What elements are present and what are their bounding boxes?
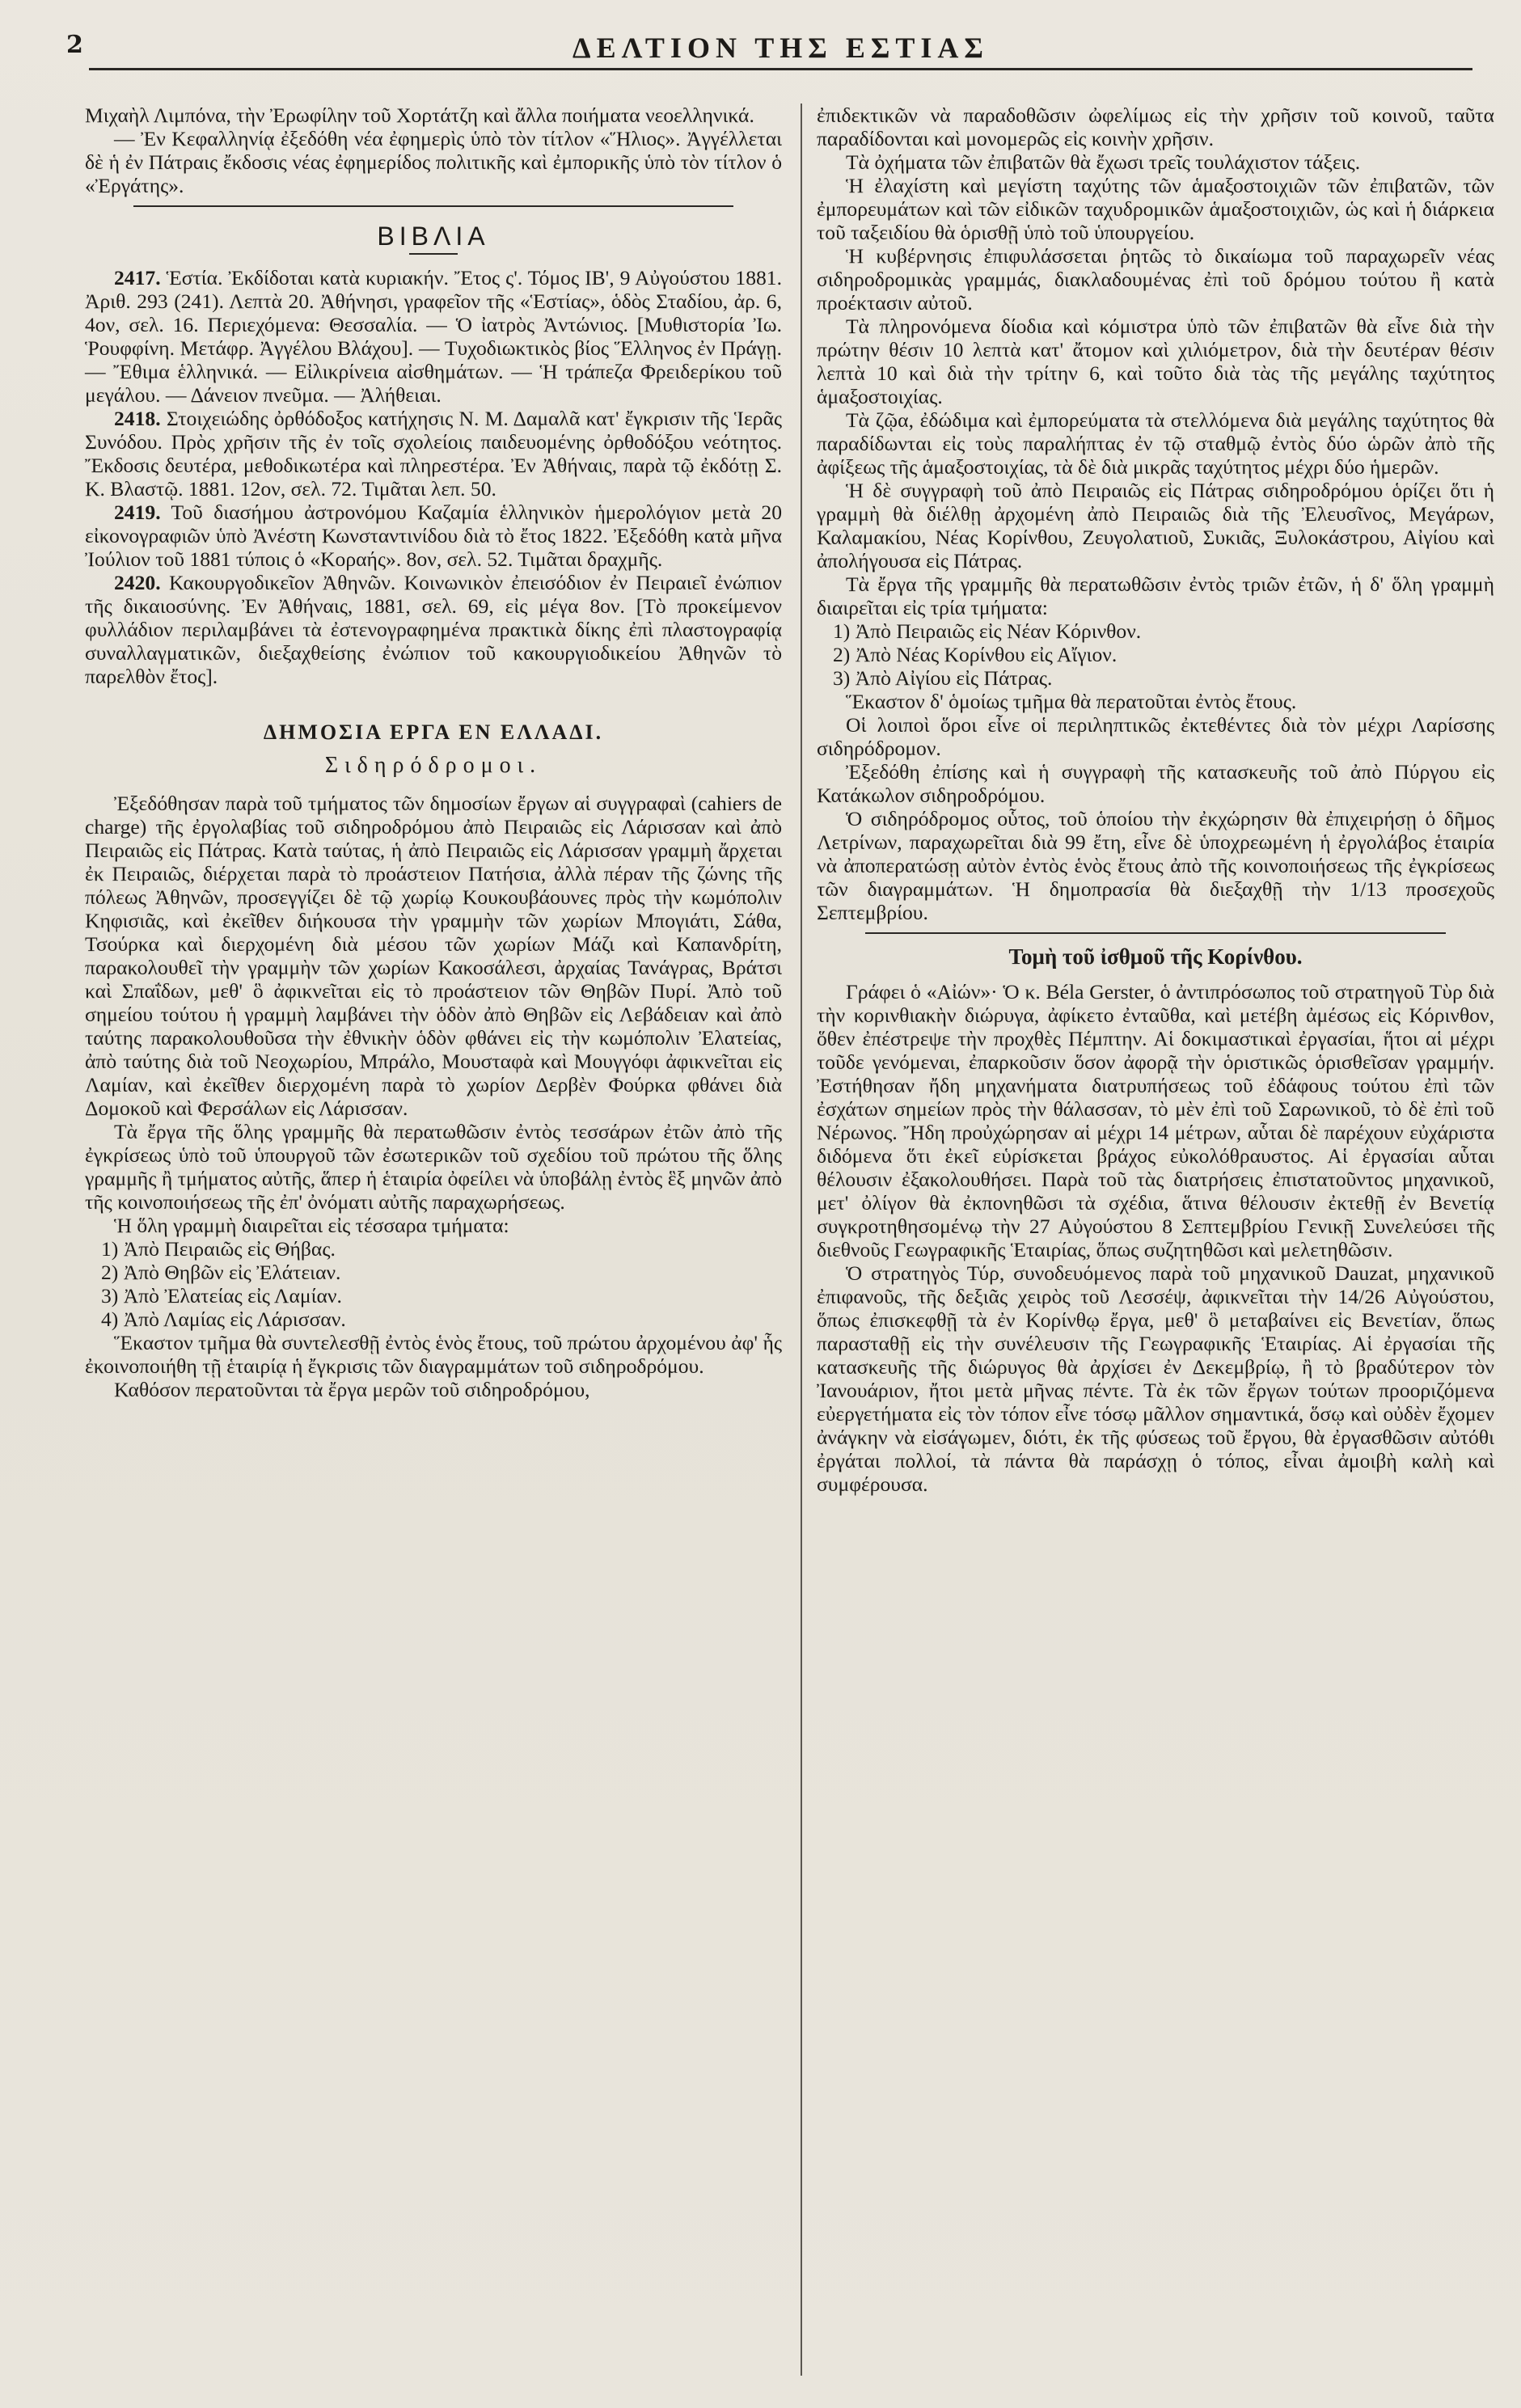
article-paragraph: Οἱ λοιποὶ ὅροι εἶνε οἱ περιληπτικῶς ἐκτεθέντες διὰ τὸν μέχρι Λαρίσσης σιδηρόδρομον. <box>817 713 1494 760</box>
article-paragraph: Τὰ ἔργα τῆς γραμμῆς θὰ περατωθῶσιν ἐντὸς τριῶν ἐτῶν, ἡ δ' ὅλη γραμμὴ διαιρεῖται εἰς τρία τμήματα: <box>817 572 1494 619</box>
column-divider <box>801 104 802 2376</box>
article-paragraph: Τὰ ζῷα, ἐδώδιμα καὶ ἐμπορεύματα τὰ στελλόμενα διὰ μεγάλης ταχύτητος θὰ παραδίδωνται εἰς τοὺς παραλήπτας ἐν τῷ σταθμῷ ἐντὸς δύο ὡρῶν ἀπὸ τῆς ἀφίξεως τῆς ἁμαξοστοιχίας, τὰ δὲ διὰ μικρᾶς ταχύτητος μέχρι δύο ἡμερῶν. <box>817 408 1494 479</box>
page-header <box>89 31 1472 70</box>
section-list-item: 1) Ἀπὸ Πειραιῶς εἰς Θήβας. <box>101 1237 336 1261</box>
section-list-item: 2) Ἀπὸ Θηβῶν εἰς Ἐλάτειαν. <box>101 1261 341 1284</box>
entry-number: 2418. <box>114 407 161 430</box>
books-section-title: ΒΙΒΛΙΑ <box>377 222 490 251</box>
section-list-item: 3) Ἀπὸ Αἰγίου εἰς Πάτρας. <box>833 666 1053 690</box>
entry-number: 2420. <box>114 571 161 594</box>
section-list-item: 2) Ἀπὸ Νέας Κορίνθου εἰς Αἴγιον. <box>833 643 1118 666</box>
entry-text: Τοῦ διασήμου ἀστρονόμου Καζαμία ἑλληνικὸν ἡμερολόγιον μετὰ 20 εἰκονογραφιῶν ὑπὸ Ἀνέστη Κωνσταντινίδου διὰ τὸ ἔτος 1822. Ἐξεδόθη κατὰ μῆνα Ἰούλιον τοῦ 1881 τύποις ὁ «Κοραής». 8ον, σελ. 52. Τιμᾶται δραχμῆς. <box>85 501 783 571</box>
article-paragraph: Τὰ ὀχήματα τῶν ἐπιβατῶν θὰ ἔχωσι τρεῖς τουλάχιστον τάξεις. <box>846 150 1361 174</box>
intro-paragraph: — Ἐν Κεφαλληνίᾳ ἐξεδόθη νέα ἐφημερὶς ὑπὸ τὸν τίτλον «Ἥλιος». Ἀγγέλλεται δὲ ἡ ἐν Πάτραις ἔκδοσις νέας ἐφημερίδος πολιτικῆς καὶ ἐμπορικῆς ὑπὸ τὸν τίτλον ὁ «Ἐργάτης». <box>85 127 782 197</box>
article-paragraph: Ἡ δὲ συγγραφὴ τοῦ ἀπὸ Πειραιῶς εἰς Πάτρας σιδηροδρόμου ὁρίζει ὅτι ἡ γραμμὴ θὰ διέλθῃ ἀρχομένη ἀπὸ Πειραιῶς διὰ τῆς Ἐλευσῖνος, Μεγάρων, Καλαμακίου, Νέας Κορίνθου, Ζευγολατιοῦ, Συκιᾶς, Ξυλοκάστρου, Αἰγίου καὶ ἀπολήγουσα εἰς Πάτρας. <box>817 479 1494 572</box>
right-column <box>817 104 1494 1496</box>
article-paragraph: Ἡ κυβέρνησις ἐπιφυλάσσεται ῥητῶς τὸ δικαίωμα τοῦ παραχωρεῖν νέας σιδηροδρομικὰς γραμμάς, διακλαδουμένας ἐπὶ τοῦ δρόμου τούτου ἢ κατὰ προέκτασιν αὐτοῦ. <box>817 244 1494 315</box>
article-paragraph: Τὰ πληρονόμενα δίοδια καὶ κόμιστρα ὑπὸ τῶν ἐπιβατῶν θὰ εἶνε διὰ τὴν πρώτην θέσιν 10 λεπτὰ κατ' ἄτομον καὶ χιλιόμετρον, διὰ τὴν δευτέραν θέσιν λεπτὰ 10 καὶ διὰ τὴν τρίτην 6, καὶ τοῦτο διὰ τὰς τῆς μεγάλης ταχύτητος ἁμαξοστοιχίας. <box>817 315 1494 408</box>
section-rule <box>865 932 1446 934</box>
article-paragraph: Τὰ ἔργα τῆς ὅλης γραμμῆς θὰ περατωθῶσιν ἐντὸς τεσσάρων ἐτῶν ἀπὸ τῆς ἐγκρίσεως ὑπὸ τοῦ ὑπουργοῦ τῶν ἐσωτερικῶν τοῦ σχεδίου τοῦ πρώτου τῆς ὅλης γραμμῆς ἢ τμήματος αὐτῆς, ἅπερ ἡ ἑταιρία ὀφείλει νὰ ὑποβάλῃ ἐντὸς ἓξ μηνῶν ἀπὸ τῆς κοινοποιήσεως τῆς ἐπ' ὀνόματι αὐτῆς παραχωρήσεως. <box>85 1120 782 1214</box>
corinth-article-title: Τομὴ τοῦ ἰσθμοῦ τῆς Κορίνθου. <box>1008 944 1303 969</box>
entry-text: Κακουργοδικεῖον Ἀθηνῶν. Κοινωνικὸν ἐπεισόδιον ἐν Πειραιεῖ ἐνώπιον τῆς δικαιοσύνης. Ἐν Ἀθήναις, 1881, σελ. 69, εἰς μέγα 8ον. [Τὸ προκείμενον φυλλάδιον περιλαμβάνει τὰ ἐστενογραφημένα πρακτικὰ δίκης ἐπὶ πλαστογραφίᾳ συναλλαγματικῶν, διεξαχθείσης ἐνώπιον τοῦ κακουργιοδικείου Ἀθηνῶν τὸ παρελθὸν ἔτος]. <box>85 571 783 688</box>
section-list-item: 1) Ἀπὸ Πειραιῶς εἰς Νέαν Κόρινθον. <box>833 619 1142 643</box>
left-column <box>85 104 782 1401</box>
running-title: ΔΕΛΤΙΟΝ ΤΗΣ ΕΣΤΙΑΣ <box>572 32 989 64</box>
book-entry <box>85 407 782 501</box>
section-list-item: 4) Ἀπὸ Λαμίας εἰς Λάρισσαν. <box>101 1308 346 1331</box>
article-paragraph: Ἕκαστον τμῆμα θὰ συντελεσθῇ ἐντὸς ἑνὸς ἔτους, τοῦ πρώτου ἀρχομένου ἀφ' ἧς ἐκοινοποιήθη τῇ ἑταιρίᾳ ἡ ἔγκρισις τῶν διαγραμμάτων τοῦ σιδηροδρόμου. <box>85 1331 782 1378</box>
article-paragraph: Ἡ ἐλαχίστη καὶ μεγίστη ταχύτης τῶν ἁμαξοστοιχιῶν τῶν ἐπιβατῶν, τῶν ἐμπορευμάτων καὶ τῶν εἰδικῶν ταχυδρομικῶν ἁμαξοστοιχιῶν, ὡς καὶ ἡ διάρκεια τοῦ ταξειδίου θὰ ὁρισθῇ ὑπὸ τοῦ ὑπουργείου. <box>817 174 1494 244</box>
short-rule <box>409 253 458 255</box>
article-paragraph: Ἕκαστον δ' ὁμοίως τμῆμα θὰ περατοῦται ἐντὸς ἔτους. <box>846 690 1297 713</box>
article-paragraph: Ἡ ὅλη γραμμὴ διαιρεῖται εἰς τέσσαρα τμήματα: <box>114 1214 509 1237</box>
entry-text: Στοιχειώδης ὀρθόδοξος κατήχησις Ν. Μ. Δαμαλᾶ κατ' ἔγκρισιν τῆς Ἱερᾶς Συνόδου. Πρὸς χρῆσιν τῆς ἐν τοῖς σχολείοις παιδευομένης ὀρθοδόξου νεότητος. Ἔκδοσις δευτέρα, μεθοδικωτέρα καὶ πληρεστέρα. Ἐν Ἀθήναις, παρὰ τῷ ἐκδότῃ Σ. Κ. Βλαστῷ. 1881. 12ον, σελ. 72. Τιμᾶται λεπ. 50. <box>85 407 783 501</box>
article-paragraph: Ἐξεδόθη ἐπίσης καὶ ἡ συγγραφὴ τῆς κατασκευῆς τοῦ ἀπὸ Πύργου εἰς Κατάκωλον σιδηροδρόμου. <box>817 760 1494 807</box>
page-number: 2 <box>66 31 83 59</box>
entry-number: 2417. <box>114 266 161 289</box>
public-works-title: ΔΗΜΟΣΙΑ ΕΡΓΑ ΕΝ ΕΛΛΑΔΙ. <box>263 720 604 744</box>
article-paragraph: ἐπιδεκτικῶν νὰ παραδοθῶσιν ὠφελίμως εἰς τὴν χρῆσιν τοῦ κοινοῦ, ταῦτα παραδίδονται καὶ μονομερῶς εἰς κοινὴν χρῆσιν. <box>817 104 1494 150</box>
railways-title: Σιδηρόδρομοι. <box>324 753 543 778</box>
entry-number: 2419. <box>114 501 161 524</box>
book-entry <box>85 571 782 688</box>
article-paragraph: Ἐξεδόθησαν παρὰ τοῦ τμήματος τῶν δημοσίων ἔργων αἱ συγγραφαὶ (cahiers de charge) τῆς ἐργολαβίας τοῦ σιδηροδρόμου ἀπὸ Πειραιῶς εἰς Λάρισσαν καὶ ἀπὸ Πειραιῶς εἰς Πάτρας. Κατὰ ταύτας, ἡ ἀπὸ Πειραιῶς εἰς Λάρισσαν γραμμὴ ἄρχεται ἐκ Πειραιῶς, διέρχεται παρὰ τὸ προάστειον Πατήσια, ἀλλὰ πέραν τῆς ζώνης τῆς πόλεως Ἀθηνῶν, προσεγγίζει δὲ τῷ χωρίῳ Κουκουβάουνες πρὸς τὴν κωμόπολιν Κηφισιᾶς, καὶ ἐκεῖθεν διήκουσα τὴν γραμμὴν τῶν χωρίων Μπογιάτι, Σάθα, Τσούρκα καὶ διερχομένη διὰ μέσου τῶν χωρίων Μάζι καὶ Καπανδρίτη, παρακολουθεῖ τὴν γραμμὴν τῶν χωρίων Κακοσάλεσι, ἀρχαίας Τανάγρας, Βράτσι καὶ Σπαΐδων, μεθ' ὃ ἀφικνεῖται εἰς τὸ προάστειον τῶν Θηβῶν Πυρί. Ἀπὸ τοῦ σημείου τούτου ἡ γραμμὴ λαμβάνει τὴν ὁδὸν ἀπὸ Θηβῶν εἰς Λεβάδειαν καὶ ἀπὸ ταύτης παρακολουθοῦσα τὴν ἐθνικὴν ὁδὸν φθάνει εἰς τὴν κωμόπολιν Ἐλατείας, ἀπὸ ταύτης διὰ τοῦ Νεοχωρίου, Μπράλο, Μουσταφὰ καὶ Μουγγόφι ἀφικνεῖται εἰς Λαμίαν, καὶ ἐκεῖθεν διερχομένη παρὰ τὸ χωρίον Δερβὲν Φούρκα φθάνει διὰ Δομοκοῦ καὶ Φερσάλων εἰς Λάρισσαν. <box>85 792 782 1120</box>
section-list-item: 3) Ἀπὸ Ἐλατείας εἰς Λαμίαν. <box>101 1284 342 1308</box>
book-entry <box>85 266 782 407</box>
section-rule <box>133 205 733 207</box>
book-entry <box>85 501 782 571</box>
article-paragraph: Ὁ στρατηγὸς Τύρ, συνοδευόμενος παρὰ τοῦ μηχανικοῦ Dauzat, μηχανικοῦ ἐπιφανοῦς, τῆς δεξιᾶς χειρὸς τοῦ Λεσσέψ, ἀφικνεῖται τὴν 14/26 Αὐγούστου, ὅπως ἐπισκεφθῇ τὰ ἐν Κορίνθῳ ἔργα, μεθ' ὃ μεταβαίνει εἰς Βενετίαν, ὅπως παρασταθῇ εἰς τὴν συνέλευσιν τῆς Γεωγραφικῆς Ἑταιρίας. Αἱ ἐργασίαι τῆς κατασκευῆς τῆς διώρυγος θὰ ἀρχίσει ἐν Δεκεμβρίῳ, ἢ τὸ βραδύτερον τὸν Ἰανουάριον, ἤτοι μετὰ μῆνας πέντε. Τὰ ἐκ τῶν ἔργων τούτων προοριζόμενα εὐεργετήματα εἰς τὸν τόπον εἶνε τόσῳ μᾶλλον σημαντικά, ὅσῳ καὶ οὐδὲν ἔχομεν ἀνάγκην νὰ εἰσάγωμεν, διότι, ἐκ τῆς φύσεως τοῦ ἔργου, θὰ ἐργασθῶσιν αὐτόθι ἐργάται πολλοί, τὰ πάντα θὰ παράσχῃ ὁ τόπος, εἶναι ἀμοιβὴ καλὴ καὶ συμφέρουσα. <box>817 1261 1494 1496</box>
article-paragraph: Γράφει ὁ «Αἰών»· Ὁ κ. Béla Gerster, ὁ ἀντιπρόσωπος τοῦ στρατηγοῦ Τὺρ διὰ τὴν κορινθιακὴν διώρυγα, ἀφίκετο ἐνταῦθα, καὶ μετέβη ἀμέσως εἰς Κόρινθον, ὅθεν ἐπέστρεψε τὴν προχθὲς Πέμπτην. Αἱ δοκιμαστικαὶ ἐργασίαι, ἥτοι αἱ μέχρι τοῦδε γενόμεναι, ἐπαρκοῦσιν ὅσον ἀφορᾷ τὴν ὁριστικῶς ὁρισθεῖσαν γραμμήν. Ἐστήθησαν ἤδη μηχανήματα διατρυπήσεως τοῦ ἐδάφους τούτου ἐπὶ τῶν ἐσχάτων σημείων πρὸς τὴν θάλασσαν, τὸ μὲν ἐπὶ τοῦ Σαρωνικοῦ, τὸ δὲ ἐπὶ τοῦ Νέρωνος. Ἤδη προὐχώρησαν αἱ μέχρι 14 μέτρων, αὗται δὲ παρέχουν εὐχάριστα διδόμενα ὅτι ἐκεῖ εὑρίσκεται βράχος εὐκολόθραυστος. Αἱ ἐργασίαι αὗται θέλουσιν ἐξακολουθήσει. Παρὰ τοῦ τὰς διατρήσεις ἐπιστατοῦντος μηχανικοῦ, μετ' ὀλίγον θὰ ἐκπονηθῶσι τὰ σχέδια, ἅτινα θέλουσιν ἐκτεθῇ ἐν Βενετίᾳ συγκροτηθησομένῳ τὴν 27 Αὐγούστου 8 Σεπτεμβρίου Γενικῇ Συνελεύσει τῆς διεθνοῦς Γεωγραφικῆς Ἑταιρίας, ὅπως συζητηθῶσι καὶ μελετηθῶσιν. <box>817 980 1494 1261</box>
intro-paragraph: Μιχαὴλ Λιμπόνα, τὴν Ἐρωφίλην τοῦ Χορτάτζη καὶ ἄλλα ποιήματα νεοελληνικά. <box>85 104 754 127</box>
article-paragraph: Ὁ σιδηρόδρομος οὗτος, τοῦ ὁποίου τὴν ἐκχώρησιν θὰ ἐπιχειρήσῃ ὁ δῆμος Λετρίνων, παραχωρεῖται διὰ 99 ἔτη, εἶνε δὲ ὑποχρεωμένη ἡ ἐργολάβος ἑταιρία νὰ ἀποπερατώσῃ αὐτὸν ἐντὸς ἑνὸς ἔτους ἀπὸ τῆς κοινοποιήσεως τῆς ἐγκρίσεως τῶν διαγραμμάτων. Ἡ δημοπρασία θὰ διεξαχθῇ τὴν 1/13 προσεχοῦς Σεπτεμβρίου. <box>817 807 1494 924</box>
entry-text: Ἑστία. Ἐκδίδοται κατὰ κυριακήν. Ἔτος ς'. Τόμος ΙΒ', 9 Αὐγούστου 1881. Ἀριθ. 293 (241). Λεπτὰ 20. Ἀθήνησι, γραφεῖον τῆς «Ἑστίας», ὁδὸς Σταδίου, ἀρ. 6, 4ον, σελ. 16. Περιεχόμενα: Θεσσαλία. — Ὁ ἰατρὸς Ἀντώνιος. [Μυθιστορία Ἰω. Ῥουφφίνη. Μετάφρ. Ἀγγέλου Βλάχου]. — Τυχοδιωκτικὸς βίος Ἕλληνος ἐν Πράγῃ. — Ἔθιμα ἑλληνικά. — Εἰλικρίνεια αἰσθημάτων. — Ἡ τράπεζα Φρειδερίκου τοῦ μεγάλου. — Δάνειον πνεῦμα. — Ἀλήθειαι. <box>85 266 782 407</box>
article-paragraph: Καθόσον περατοῦνται τὰ ἔργα μερῶν τοῦ σιδηροδρόμου, <box>114 1378 590 1401</box>
